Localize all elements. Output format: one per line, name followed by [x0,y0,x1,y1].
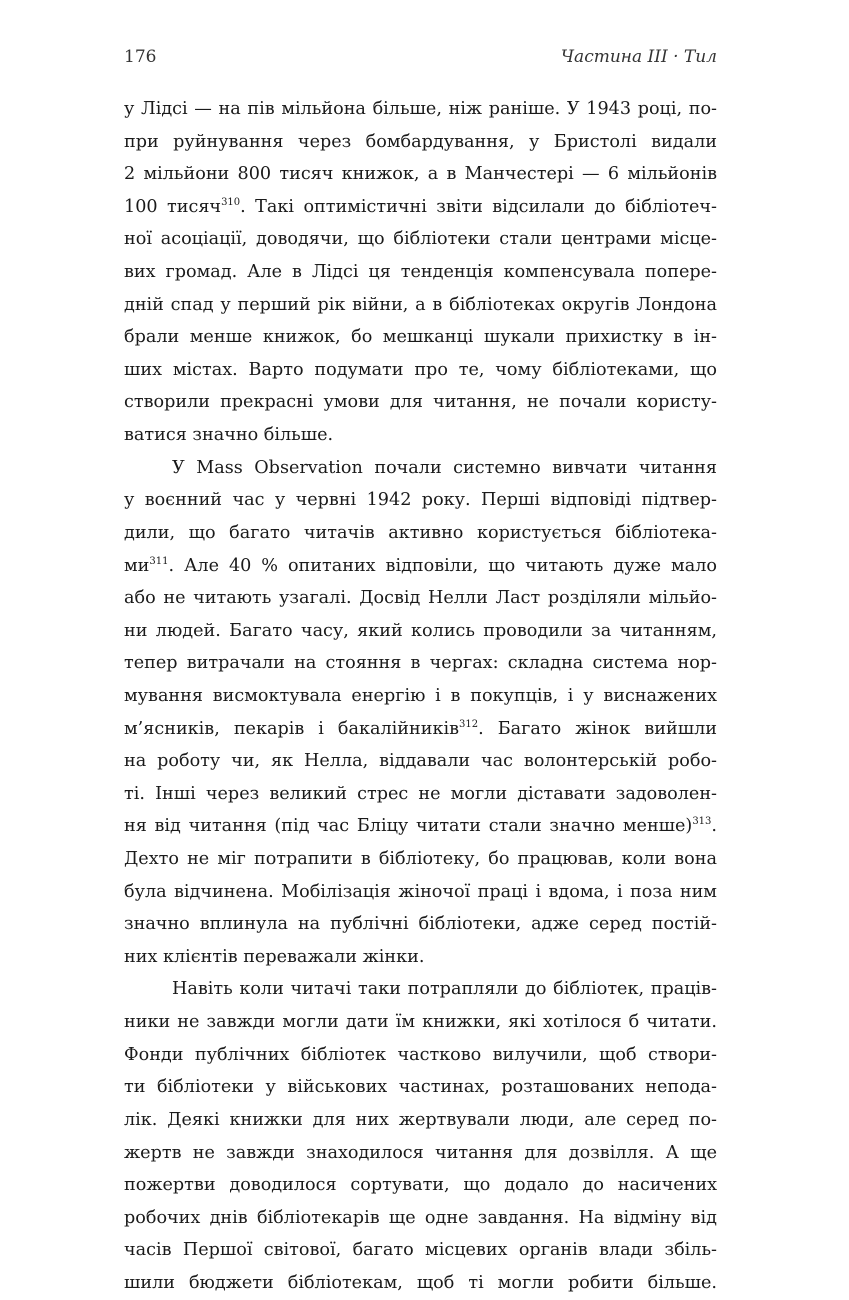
line-text: Фонди публічних бібліотек частково вилучили, щоб створи- [124,1044,717,1065]
line-text: них клієнтів переважали жінки. [124,946,425,967]
line-text: 2 мільйони 800 тисяч книжок, а в Манчестері — 6 мільйонів [124,164,717,185]
line-text: мування висмоктувала енергію і в покупців, і у виснажених [124,685,717,706]
text-line [124,615,717,648]
line-text: лік. Деякі книжки для них жертвували люди, але серед по- [124,1109,717,1130]
text-line [124,908,717,941]
text-line [124,191,717,224]
text-line [124,713,717,746]
line-text: 100 тисяч [124,196,222,217]
line-text: ти бібліотеки у військових частинах, розташованих непода- [124,1077,717,1098]
text-line [124,1006,717,1039]
text-line [124,1267,717,1300]
footnote-ref[interactable]: 312 [459,718,479,730]
line-text: брали менше книжок, бо мешканці шукали прихистку в ін- [124,327,717,348]
line-text: пожертви доводилося сортувати, що додало до насичених [124,1175,717,1196]
text-line [124,517,717,550]
line-text: у воєнний час у червні 1942 року. Перші відповіді підтвер- [124,490,717,511]
line-text: дили, що багато читачів активно користується бібліотека- [124,522,717,543]
page-number: 176 [124,47,157,67]
text-line [124,647,717,680]
text-line [124,321,717,354]
line-text: ми [124,555,150,576]
text-line [124,289,717,322]
text-line [124,419,717,452]
line-text: ники не завжди могли дати їм книжки, які хотілося б читати. [124,1012,717,1033]
text-line [124,386,717,419]
line-text: була відчинена. Мобілізація жіночої праці і вдома, і поза ним [124,881,717,902]
text-line [124,843,717,876]
line-text: тепер витрачали на стояння в чергах: складна система нор- [124,653,717,674]
text-line [124,941,717,974]
text-line [124,256,717,289]
line-text: або не читають узагалі. Досвід Нелли Ласт розділяли мільйо- [124,588,717,609]
text-line [124,354,717,387]
text-line [124,778,717,811]
text-line [124,93,717,126]
text-line [124,223,717,256]
line-text: ватися значно більше. [124,425,334,446]
text-line [124,158,717,191]
text-line [124,484,717,517]
text-line [124,1137,717,1170]
line-text-after: . [711,816,717,837]
footnote-ref[interactable]: 313 [692,816,712,828]
line-text: шили бюджети бібліотекам, щоб ті могли робити більше. [124,1272,717,1293]
text-line [124,1071,717,1104]
text-line [124,1169,717,1202]
line-text: Дехто не міг потрапити в бібліотеку, бо працював, коли вона [124,849,717,870]
line-text: ня від читання (під час Бліцу читати стали значно менше) [124,816,693,837]
text-line [124,680,717,713]
text-line [124,1202,717,1235]
line-text: на роботу чи, як Нелла, віддавали час волонтерській робо- [124,751,717,772]
footnote-ref[interactable]: 310 [221,196,241,208]
text-line [124,126,717,159]
text-line [124,810,717,843]
line-text-after: . Багато жінок вийшли [478,718,717,739]
line-text: м’ясників, пекарів і бакалійників [124,718,460,739]
line-text: ті. Інші через великий стрес не могли діставати задоволен- [124,783,717,804]
text-line [124,582,717,615]
text-line [124,1039,717,1072]
text-line [124,550,717,583]
line-text: Навіть коли читачі таки потрапляли до бібліотек, праців- [172,979,717,1000]
text-line [124,876,717,909]
text-line [124,1104,717,1137]
line-text: вих громад. Але в Лідсі ця тенденція компенсувала попере- [124,262,717,283]
line-text: робочих днів бібліотекарів ще одне завдання. На відміну від [124,1207,717,1228]
text-line [124,973,717,1006]
line-text: У Mass Observation почали системно вивчати читання [172,457,717,478]
line-text: значно вплинула на публічні бібліотеки, адже серед постій- [124,914,717,935]
text-line [124,452,717,485]
line-text-after: . Такі оптимістичні звіти відсилали до бібліотеч- [240,196,718,217]
footnote-ref[interactable]: 311 [149,555,169,567]
line-text: часів Першої світової, багато місцевих органів влади збіль- [124,1240,717,1261]
line-text: ни людей. Багато часу, який колись проводили за читанням, [124,620,717,641]
line-text: дній спад у перший рік війни, а в бібліотеках округів Лондона [124,294,717,315]
text-line [124,745,717,778]
line-text: у Лідсі — на пів мільйона більше, ніж раніше. У 1943 році, по- [124,99,717,119]
line-text: ших містах. Варто подумати про те, чому бібліотеками, що [124,359,717,380]
line-text: створили прекрасні умови для читання, не почали користу- [124,392,717,413]
line-text: при руйнування через бомбардування, у Бристолі видали [124,131,717,152]
text-line [124,1234,717,1267]
page-header [124,47,717,67]
line-text-after: . Але 40 % опитаних відповіли, що читають дуже мало [168,555,717,576]
line-text: жертв не завжди знаходилося читання для дозвілля. А ще [124,1142,717,1163]
running-head: Частина III · Тил [560,47,717,67]
line-text: ної асоціації, доводячи, що бібліотеки стали центрами місце- [124,229,717,250]
body-text [124,93,717,1300]
